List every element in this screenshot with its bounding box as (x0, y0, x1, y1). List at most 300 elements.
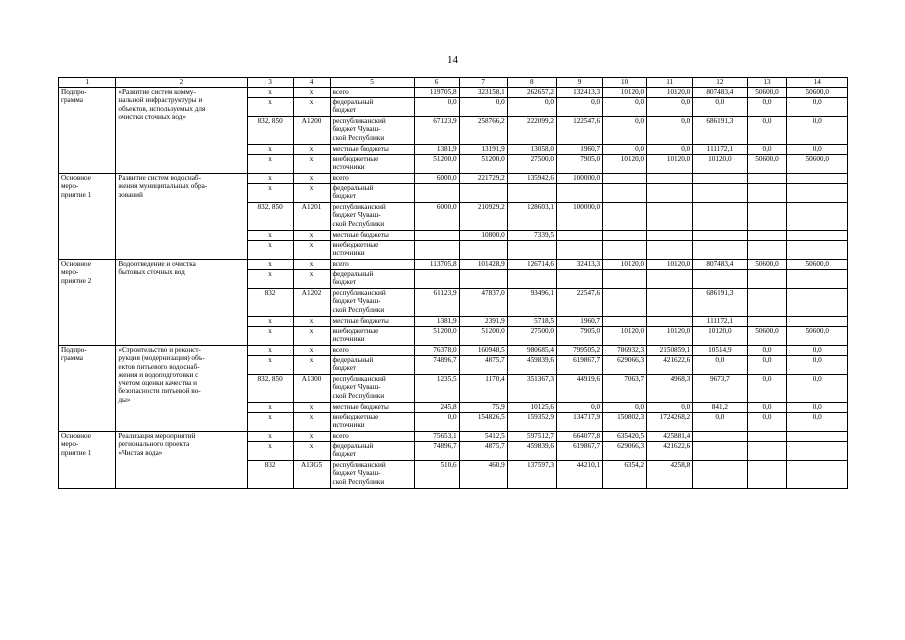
value-cell: 76378,0 (414, 346, 459, 356)
value-cell (507, 270, 556, 289)
block-label: Подпро- грамма (59, 88, 116, 174)
value-cell: 421622,6 (647, 356, 693, 375)
funding-source-cell: внебюджетные источники (330, 413, 414, 432)
ministry-code-cell: x (247, 145, 293, 155)
value-cell (556, 184, 602, 203)
value-cell (787, 174, 848, 184)
value-cell: 0,0 (747, 403, 787, 413)
value-cell: 0,0 (787, 98, 848, 117)
value-cell: 7905,0 (556, 327, 602, 346)
value-cell: 421622,6 (647, 442, 693, 461)
value-cell (693, 432, 747, 442)
funding-source-cell: местные бюджеты (330, 403, 414, 413)
column-header: 3 (247, 78, 293, 88)
value-cell (693, 270, 747, 289)
funding-source-cell: федеральный бюджет (330, 442, 414, 461)
value-cell: 10800,0 (459, 231, 507, 241)
value-cell (459, 184, 507, 203)
value-cell (414, 270, 459, 289)
value-cell: 4875,7 (459, 356, 507, 375)
target-code-cell: x (293, 155, 330, 174)
funding-source-cell: республиканский бюджет Чуваш- ской Республики (330, 375, 414, 403)
value-cell: 0,0 (787, 117, 848, 145)
target-code-cell: x (293, 356, 330, 375)
value-cell: 0,0 (693, 98, 747, 117)
value-cell (414, 231, 459, 241)
value-cell: 74896,7 (414, 442, 459, 461)
value-cell (787, 317, 848, 327)
value-cell: 0,0 (507, 98, 556, 117)
value-cell (556, 270, 602, 289)
value-cell: 50600,0 (747, 155, 787, 174)
value-cell: 9673,7 (693, 375, 747, 403)
value-cell: 74896,7 (414, 356, 459, 375)
value-cell: 0,0 (747, 375, 787, 403)
funding-source-cell: всего (330, 174, 414, 184)
value-cell (647, 184, 693, 203)
block-label: Подпро- грамма (59, 346, 116, 432)
target-code-cell: x (293, 98, 330, 117)
value-cell: 10125,6 (507, 403, 556, 413)
target-code-cell: x (293, 432, 330, 442)
value-cell: 258766,2 (459, 117, 507, 145)
block-label: Основное меро- приятие 1 (59, 174, 116, 260)
value-cell: 619867,7 (556, 442, 602, 461)
page-number: 14 (447, 54, 458, 66)
value-cell: 111172,1 (693, 317, 747, 327)
value-cell (693, 184, 747, 203)
funding-source-cell: всего (330, 260, 414, 270)
target-code-cell: x (293, 413, 330, 432)
value-cell: 0,0 (647, 403, 693, 413)
value-cell: 323158,1 (459, 88, 507, 98)
value-cell: 0,0 (603, 98, 647, 117)
value-cell: 93496,1 (507, 289, 556, 317)
value-cell: 0,0 (747, 145, 787, 155)
value-cell: 0,0 (693, 356, 747, 375)
value-cell: 75653,1 (414, 432, 459, 442)
block-description: «Развитие систем комму- нальной инфраструктуры и объектов, используемых для очистки сточных вод» (116, 88, 247, 174)
value-cell: 0,0 (556, 98, 602, 117)
value-cell (747, 174, 787, 184)
value-cell: 245,8 (414, 403, 459, 413)
funding-source-cell: внебюджетные источники (330, 155, 414, 174)
ministry-code-cell: x (247, 270, 293, 289)
table-body (59, 78, 848, 489)
target-code-cell: x (293, 346, 330, 356)
value-cell: 0,0 (647, 145, 693, 155)
value-cell: 44210,1 (556, 461, 602, 489)
ministry-code-cell: x (247, 356, 293, 375)
funding-source-cell: всего (330, 346, 414, 356)
value-cell: 75,9 (459, 403, 507, 413)
value-cell: 0,0 (747, 98, 787, 117)
value-cell: 0,0 (787, 346, 848, 356)
value-cell (787, 231, 848, 241)
value-cell: 0,0 (747, 117, 787, 145)
value-cell: 0,0 (647, 98, 693, 117)
value-cell: 0,0 (603, 145, 647, 155)
value-cell (693, 461, 747, 489)
value-cell: 0,0 (693, 413, 747, 432)
value-cell (556, 241, 602, 260)
block-description: Развитие систем водоснаб- жения муниципальных обра- зований (116, 174, 247, 260)
target-code-cell: x (293, 231, 330, 241)
target-code-cell: x (293, 145, 330, 155)
value-cell: 799505,2 (556, 346, 602, 356)
value-cell: 159352,9 (507, 413, 556, 432)
value-cell: 0,0 (647, 117, 693, 145)
column-header: 2 (116, 78, 247, 88)
value-cell: 5718,5 (507, 317, 556, 327)
column-header: 4 (293, 78, 330, 88)
value-cell (459, 270, 507, 289)
value-cell: 5412,5 (459, 432, 507, 442)
value-cell: 0,0 (787, 356, 848, 375)
value-cell: 132413,3 (556, 88, 602, 98)
value-cell: 137597,3 (507, 461, 556, 489)
value-cell: 128603,1 (507, 203, 556, 231)
value-cell (787, 203, 848, 231)
target-code-cell: x (293, 174, 330, 184)
value-cell (459, 241, 507, 260)
value-cell: 0,0 (414, 413, 459, 432)
value-cell (747, 203, 787, 231)
value-cell: 10120,0 (647, 155, 693, 174)
value-cell (414, 241, 459, 260)
value-cell (693, 241, 747, 260)
value-cell (747, 289, 787, 317)
ministry-code-cell: x (247, 241, 293, 260)
value-cell: 0,0 (747, 413, 787, 432)
value-cell: 113705,8 (414, 260, 459, 270)
value-cell: 67123,9 (414, 117, 459, 145)
value-cell: 2150859,1 (647, 346, 693, 356)
target-code-cell: x (293, 317, 330, 327)
value-cell (507, 241, 556, 260)
value-cell: 0,0 (787, 375, 848, 403)
target-code-cell: x (293, 442, 330, 461)
value-cell: 635420,5 (603, 432, 647, 442)
value-cell: 629066,3 (603, 442, 647, 461)
value-cell (647, 231, 693, 241)
column-header: 12 (693, 78, 747, 88)
ministry-code-cell: x (247, 432, 293, 442)
funding-source-cell: всего (330, 88, 414, 98)
value-cell: 10120,0 (603, 327, 647, 346)
value-cell (414, 184, 459, 203)
column-header: 5 (330, 78, 414, 88)
value-cell: 4258,8 (647, 461, 693, 489)
table-row (59, 174, 848, 184)
header-row (59, 78, 848, 88)
value-cell (603, 184, 647, 203)
value-cell: 460,9 (459, 461, 507, 489)
table-row (59, 432, 848, 442)
value-cell: 7063,7 (603, 375, 647, 403)
value-cell (747, 270, 787, 289)
value-cell: 7905,0 (556, 155, 602, 174)
value-cell (603, 231, 647, 241)
value-cell: 0,0 (414, 98, 459, 117)
funding-source-cell: всего (330, 432, 414, 442)
column-header: 13 (747, 78, 787, 88)
funding-source-cell: внебюджетные источники (330, 327, 414, 346)
value-cell: 10120,0 (647, 327, 693, 346)
funding-source-cell: федеральный бюджет (330, 356, 414, 375)
ministry-code-cell: x (247, 231, 293, 241)
value-cell: 4875,7 (459, 442, 507, 461)
value-cell (647, 203, 693, 231)
value-cell: 150802,3 (603, 413, 647, 432)
value-cell: 210929,2 (459, 203, 507, 231)
value-cell: 100000,0 (556, 203, 602, 231)
value-cell: 51200,0 (414, 155, 459, 174)
value-cell: 221729,2 (459, 174, 507, 184)
target-code-cell: А13G5 (293, 461, 330, 489)
ministry-code-cell: 832, 850 (247, 375, 293, 403)
value-cell: 0,0 (556, 403, 602, 413)
value-cell: 0,0 (459, 98, 507, 117)
value-cell: 351367,3 (507, 375, 556, 403)
value-cell (787, 432, 848, 442)
ministry-code-cell: x (247, 88, 293, 98)
value-cell (787, 270, 848, 289)
ministry-code-cell: x (247, 413, 293, 432)
value-cell: 425881,4 (647, 432, 693, 442)
ministry-code-cell: 832, 850 (247, 203, 293, 231)
value-cell: 1724268,2 (647, 413, 693, 432)
value-cell (747, 442, 787, 461)
value-cell: 597512,7 (507, 432, 556, 442)
value-cell: 10120,0 (647, 260, 693, 270)
funding-source-cell: республиканский бюджет Чуваш- ской Республики (330, 117, 414, 145)
target-code-cell: А1201 (293, 203, 330, 231)
value-cell: 0,0 (603, 403, 647, 413)
value-cell: 10120,0 (693, 327, 747, 346)
value-cell: 10120,0 (647, 88, 693, 98)
value-cell: 2391,9 (459, 317, 507, 327)
funding-source-cell: республиканский бюджет Чуваш- ской Республики (330, 289, 414, 317)
column-header: 6 (414, 78, 459, 88)
value-cell: 262657,2 (507, 88, 556, 98)
funding-source-cell: внебюджетные источники (330, 241, 414, 260)
value-cell: 664077,8 (556, 432, 602, 442)
target-code-cell: x (293, 260, 330, 270)
value-cell (693, 174, 747, 184)
value-cell: 50600,0 (747, 260, 787, 270)
value-cell: 807483,4 (693, 88, 747, 98)
value-cell (603, 241, 647, 260)
column-header: 7 (459, 78, 507, 88)
value-cell (647, 317, 693, 327)
value-cell (693, 203, 747, 231)
block-description: Реализация мероприятий регионального проекта «Чистая вода» (116, 432, 247, 489)
block-description: «Строительство и реконст- рукция (модернизация) объ- ектов питьевого водоснаб- жения и водоподготовки с учетом оценки качества и безопасности питьевой во- ды» (116, 346, 247, 432)
value-cell (603, 174, 647, 184)
value-cell: 32413,3 (556, 260, 602, 270)
ministry-code-cell: x (247, 327, 293, 346)
value-cell: 1170,4 (459, 375, 507, 403)
value-cell: 10120,0 (693, 155, 747, 174)
value-cell (787, 241, 848, 260)
target-code-cell: А1202 (293, 289, 330, 317)
value-cell (747, 184, 787, 203)
value-cell: 13058,0 (507, 145, 556, 155)
funding-source-cell: республиканский бюджет Чуваш- ской Республики (330, 203, 414, 231)
target-code-cell: x (293, 270, 330, 289)
column-header: 11 (647, 78, 693, 88)
value-cell: 13191,9 (459, 145, 507, 155)
value-cell: 686191,3 (693, 289, 747, 317)
value-cell: 619867,7 (556, 356, 602, 375)
value-cell (647, 289, 693, 317)
funding-source-cell: республиканский бюджет Чуваш- ской Республики (330, 461, 414, 489)
value-cell: 50600,0 (747, 88, 787, 98)
ministry-code-cell: x (247, 403, 293, 413)
value-cell: 51200,0 (459, 327, 507, 346)
value-cell (647, 174, 693, 184)
value-cell: 10120,0 (603, 155, 647, 174)
ministry-code-cell: x (247, 98, 293, 117)
value-cell (787, 289, 848, 317)
value-cell: 154826,5 (459, 413, 507, 432)
ministry-code-cell: x (247, 346, 293, 356)
ministry-code-cell: x (247, 442, 293, 461)
value-cell: 50600,0 (787, 327, 848, 346)
value-cell: 111172,1 (693, 145, 747, 155)
value-cell (603, 317, 647, 327)
target-code-cell: x (293, 403, 330, 413)
value-cell (693, 442, 747, 461)
ministry-code-cell: 832 (247, 289, 293, 317)
value-cell (787, 184, 848, 203)
column-header: 1 (59, 78, 116, 88)
target-code-cell: x (293, 184, 330, 203)
value-cell: 10514,9 (693, 346, 747, 356)
value-cell: 160948,5 (459, 346, 507, 356)
target-code-cell: x (293, 241, 330, 260)
value-cell (747, 317, 787, 327)
block-description: Водоотведение и очистка бытовых сточных вод (116, 260, 247, 346)
value-cell: 6000,0 (414, 174, 459, 184)
value-cell (747, 461, 787, 489)
value-cell: 510,6 (414, 461, 459, 489)
value-cell: 0,0 (747, 346, 787, 356)
ministry-code-cell: x (247, 155, 293, 174)
table-row (59, 346, 848, 356)
value-cell: 101428,9 (459, 260, 507, 270)
value-cell: 222099,2 (507, 117, 556, 145)
value-cell: 629066,3 (603, 356, 647, 375)
value-cell (747, 231, 787, 241)
value-cell: 22547,6 (556, 289, 602, 317)
value-cell: 10120,0 (603, 88, 647, 98)
value-cell: 61123,9 (414, 289, 459, 317)
value-cell: 1381,9 (414, 145, 459, 155)
target-code-cell: А1200 (293, 117, 330, 145)
table-row (59, 88, 848, 98)
ministry-code-cell: x (247, 260, 293, 270)
value-cell: 51200,0 (414, 327, 459, 346)
table-row (59, 260, 848, 270)
value-cell: 6354,2 (603, 461, 647, 489)
block-label: Основное меро- приятие 1 (59, 432, 116, 489)
value-cell (603, 270, 647, 289)
value-cell: 51200,0 (459, 155, 507, 174)
target-code-cell: x (293, 327, 330, 346)
value-cell: 119705,8 (414, 88, 459, 98)
value-cell: 0,0 (603, 117, 647, 145)
value-cell: 27500,0 (507, 155, 556, 174)
value-cell: 6000,0 (414, 203, 459, 231)
value-cell (647, 241, 693, 260)
value-cell: 686191,3 (693, 117, 747, 145)
ministry-code-cell: x (247, 184, 293, 203)
value-cell: 134717,9 (556, 413, 602, 432)
column-header: 14 (787, 78, 848, 88)
value-cell: 44919,6 (556, 375, 602, 403)
target-code-cell: x (293, 88, 330, 98)
value-cell: 1960,7 (556, 145, 602, 155)
column-header: 9 (556, 78, 602, 88)
value-cell: 786932,3 (603, 346, 647, 356)
value-cell: 47837,0 (459, 289, 507, 317)
value-cell (603, 289, 647, 317)
value-cell: 459839,6 (507, 356, 556, 375)
funding-source-cell: федеральный бюджет (330, 184, 414, 203)
ministry-code-cell: 832 (247, 461, 293, 489)
value-cell (693, 231, 747, 241)
value-cell: 50600,0 (787, 88, 848, 98)
value-cell: 0,0 (747, 356, 787, 375)
value-cell: 126714,6 (507, 260, 556, 270)
ministry-code-cell: x (247, 317, 293, 327)
value-cell (507, 184, 556, 203)
value-cell: 50600,0 (747, 327, 787, 346)
value-cell: 459839,6 (507, 442, 556, 461)
value-cell: 50600,0 (787, 155, 848, 174)
value-cell: 7339,5 (507, 231, 556, 241)
funding-source-cell: местные бюджеты (330, 145, 414, 155)
value-cell: 807483,4 (693, 260, 747, 270)
value-cell (747, 241, 787, 260)
block-label: Основное меро- приятие 2 (59, 260, 116, 346)
funding-source-cell: местные бюджеты (330, 231, 414, 241)
value-cell (603, 203, 647, 231)
value-cell: 0,0 (787, 145, 848, 155)
value-cell: 122547,6 (556, 117, 602, 145)
value-cell: 1235,5 (414, 375, 459, 403)
ministry-code-cell: x (247, 174, 293, 184)
value-cell (556, 231, 602, 241)
value-cell: 1381,9 (414, 317, 459, 327)
column-header: 8 (507, 78, 556, 88)
value-cell (747, 432, 787, 442)
value-cell: 1960,7 (556, 317, 602, 327)
value-cell: 0,0 (787, 403, 848, 413)
ministry-code-cell: 832, 850 (247, 117, 293, 145)
value-cell: 50600,0 (787, 260, 848, 270)
value-cell: 980685,4 (507, 346, 556, 356)
value-cell (647, 270, 693, 289)
target-code-cell: А1300 (293, 375, 330, 403)
value-cell: 100000,0 (556, 174, 602, 184)
value-cell (787, 461, 848, 489)
funding-source-cell: федеральный бюджет (330, 270, 414, 289)
value-cell: 841,2 (693, 403, 747, 413)
funding-source-cell: федеральный бюджет (330, 98, 414, 117)
